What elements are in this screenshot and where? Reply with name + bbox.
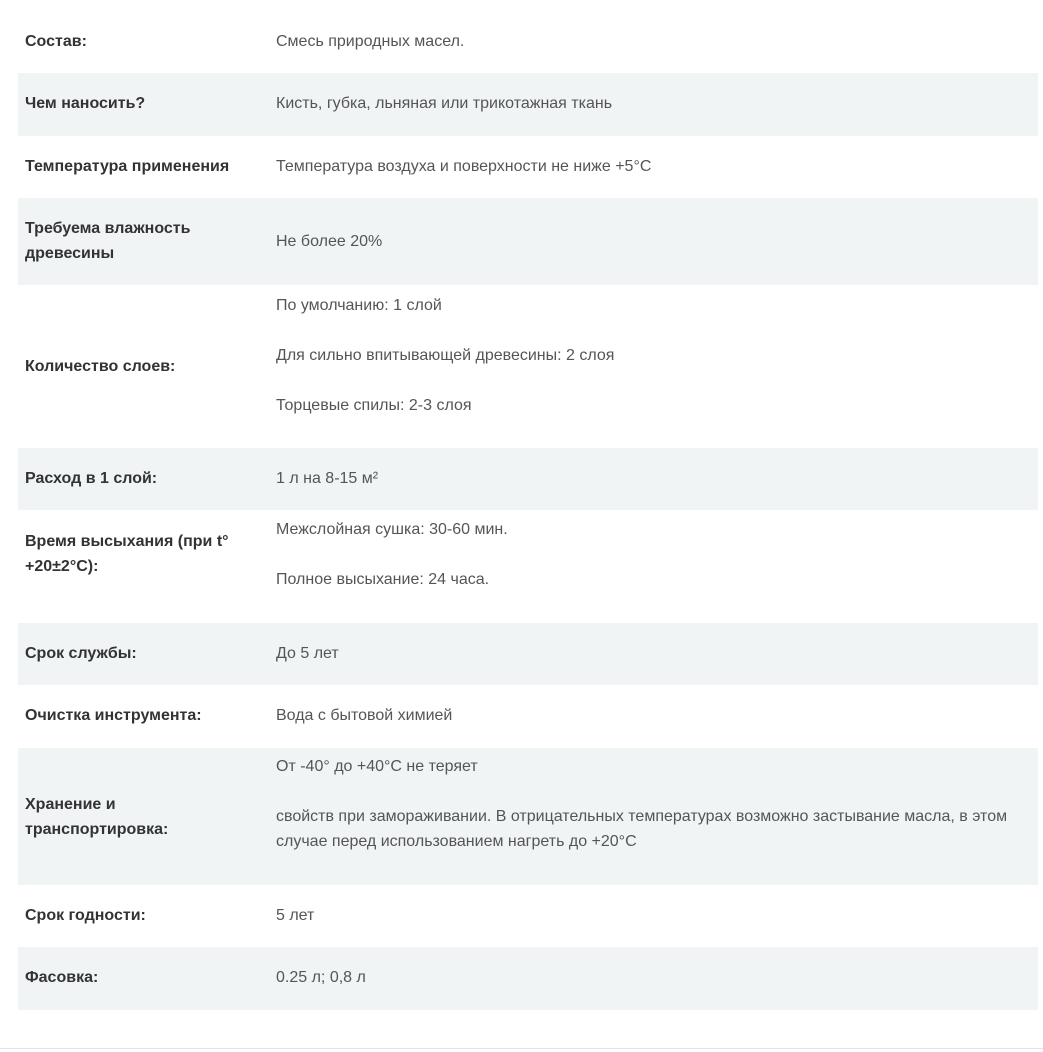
bottom-divider	[0, 1048, 1043, 1049]
spec-row-tool-cleaning	[18, 685, 1038, 748]
spec-label: Расход в 1 слой:	[18, 448, 269, 510]
spec-row-composition	[18, 11, 1038, 73]
spec-row-drying-time	[18, 510, 1038, 623]
spec-label: Требуема влажность древесины	[18, 198, 269, 285]
spec-row-application-tool	[18, 73, 1038, 136]
spec-label: Фасовка:	[18, 947, 269, 1010]
spec-value: Температура воздуха и поверхности не ниже +5°С	[276, 158, 652, 175]
spec-value: Кисть, губка, льняная или трикотажная ткань	[269, 73, 1038, 136]
spec-row-storage-transport	[18, 748, 1038, 885]
spec-label: Очистка инструмента:	[25, 707, 202, 724]
spec-label: Температура применения	[25, 158, 230, 175]
spec-row-shelf-life	[18, 885, 1038, 947]
spec-label: Количество слоев:	[25, 358, 176, 375]
spec-row-packaging	[18, 947, 1038, 1010]
spec-row-layer-count	[18, 285, 1038, 448]
spec-value: Межслойная сушка: 30-60 мин. Полное высыхание: 24 часа.	[276, 521, 508, 588]
spec-value: Не более 20%	[269, 198, 1038, 285]
spec-value: 0.25 л; 0,8 л	[269, 947, 1038, 1010]
spec-row-application-temperature	[18, 136, 1038, 198]
spec-label: Хранение и транспортировка:	[18, 748, 269, 885]
spec-row-service-life	[18, 623, 1038, 685]
spec-value: Вода с бытовой химией	[276, 707, 453, 724]
spec-row-consumption	[18, 448, 1038, 510]
spec-value: 1 л на 8-15 м²	[269, 448, 1038, 510]
spec-value: От -40° до +40°С не теряет свойств при замораживании. В отрицательных температурах возможно застывание масла, в этом случае перед использованием нагреть до +20°С	[269, 748, 1038, 885]
spec-label: Время высыхания (при t° +20±2°С):	[25, 533, 229, 575]
spec-value: По умолчанию: 1 слой Для сильно впитывающей древесины: 2 слоя Торцевые спилы: 2-3 слоя	[276, 297, 615, 414]
spec-row-wood-moisture	[18, 198, 1038, 285]
spec-label: Состав:	[25, 33, 87, 50]
spec-value: До 5 лет	[269, 623, 1038, 685]
spec-value: 5 лет	[276, 907, 315, 924]
spec-label: Срок годности:	[25, 907, 146, 924]
spec-label: Срок службы:	[18, 623, 269, 685]
specifications-table	[18, 11, 1038, 1010]
spec-label: Чем наносить?	[18, 73, 269, 136]
spec-value: Смесь природных масел.	[276, 33, 465, 50]
